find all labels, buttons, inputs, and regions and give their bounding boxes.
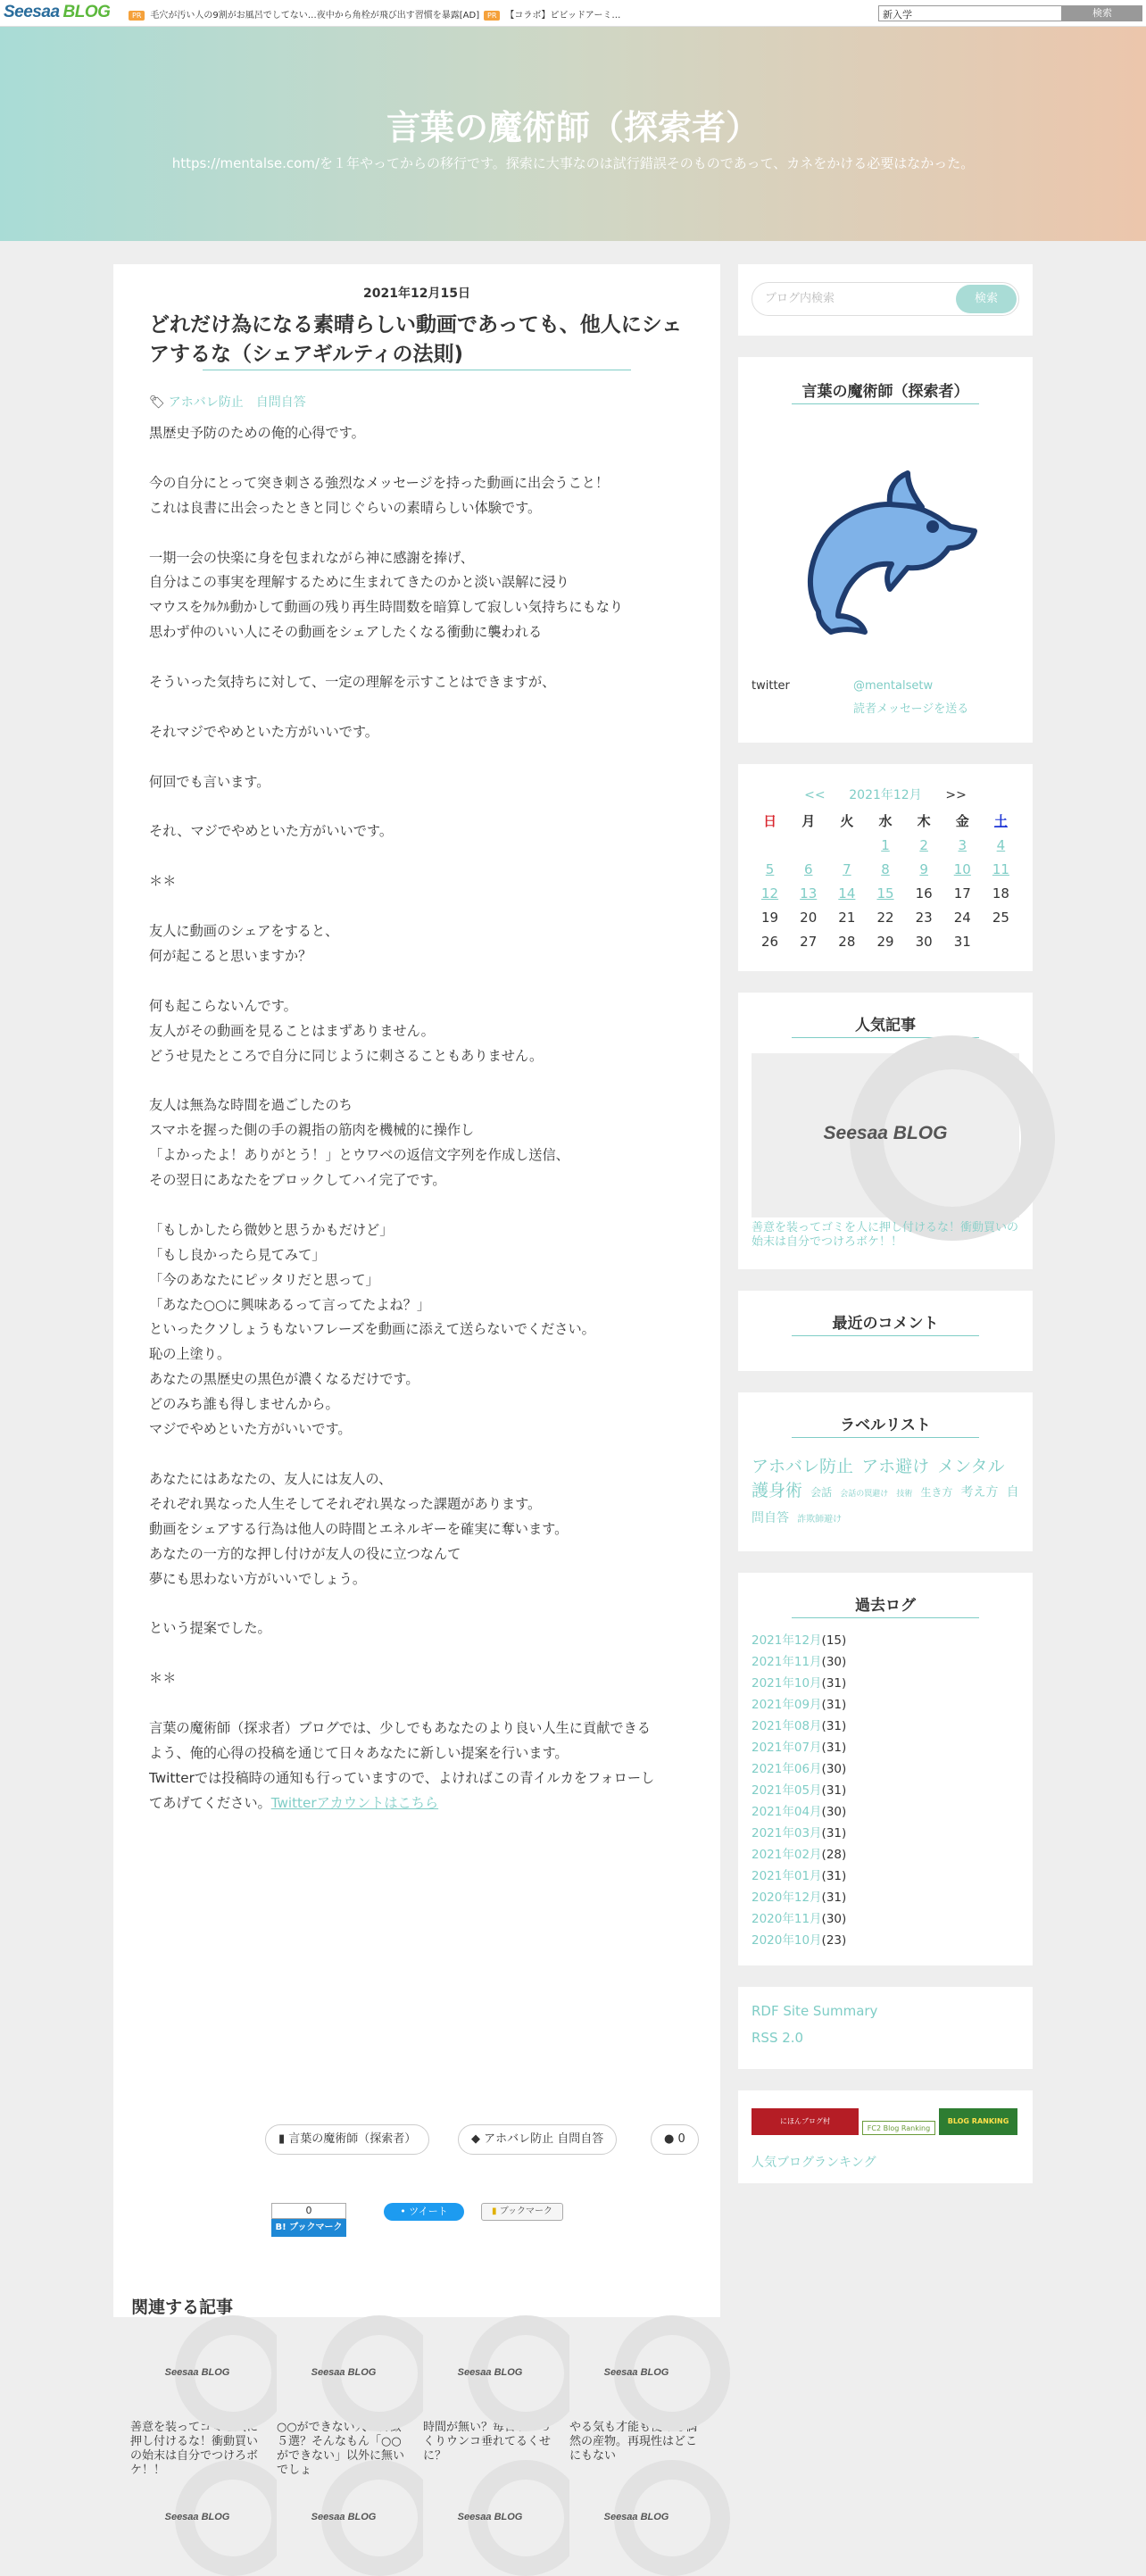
article-line: スマホを握った側の手の親指の筋肉を機械的に操作し	[149, 1122, 475, 1139]
article-line	[149, 969, 685, 994]
recent-comments-title: 最近のコメント	[832, 1315, 939, 1333]
related-article-card[interactable]	[423, 2333, 557, 2478]
related-articles-title: 関連する記事	[131, 2298, 234, 2317]
archive-count: (31)	[821, 1719, 847, 1733]
article-line	[149, 844, 685, 869]
article-line	[149, 795, 685, 820]
calendar-day: 25	[992, 909, 1009, 926]
top-search-button[interactable]: 検索	[1062, 5, 1142, 21]
related-thumbnail[interactable]	[569, 2478, 703, 2562]
blog-search-widget	[738, 264, 1033, 336]
archive-month-link[interactable]: 2021年05月	[752, 1783, 822, 1798]
archive-month-link[interactable]: 2021年12月	[752, 1633, 822, 1648]
title-underline	[792, 403, 979, 404]
footer-tags-label: アホバレ防止 自問自答	[484, 2132, 604, 2146]
top-search-input[interactable]: 新入学	[878, 5, 1062, 21]
fc2-banner[interactable]: FC2 Blog Ranking	[862, 2121, 935, 2135]
hatena-count: 0	[271, 2203, 346, 2219]
label-link[interactable]: 自問自答	[752, 1485, 1019, 1525]
calendar-day: 17	[953, 885, 971, 902]
popular-title: 人気記事	[855, 1017, 916, 1035]
blog-header	[0, 27, 1146, 241]
article-last-line	[149, 1791, 685, 1816]
archive-item	[752, 1630, 846, 1651]
profile-widget	[738, 357, 1033, 743]
calendar-day: 22	[876, 909, 894, 926]
calendar-weekday: 日	[763, 813, 777, 829]
article-line: あなたにはあなたの、友人には友人の、	[149, 1470, 393, 1487]
calendar-day[interactable]: 13	[800, 885, 818, 902]
article-line: 「今のあなたにピッタリだと思って」	[149, 1271, 379, 1288]
calendar-day: 30	[915, 933, 933, 950]
hatena-bookmark-button[interactable]: B! ブックマーク	[271, 2219, 346, 2237]
popular-article-link[interactable]: 善意を装ってゴミを人に押し付けるな！衝動買いの始末は自分でつけろボケ！！	[752, 1221, 1019, 1249]
archive-item	[752, 1823, 846, 1844]
archive-count: (31)	[821, 1826, 847, 1841]
related-thumbnail[interactable]	[277, 2333, 411, 2417]
archive-count: (31)	[821, 1741, 847, 1755]
article-line	[149, 1068, 685, 1093]
archive-item	[752, 1737, 846, 1758]
archive-month-link[interactable]: 2021年10月	[752, 1676, 822, 1691]
archive-month-link[interactable]: 2021年08月	[752, 1719, 822, 1733]
calendar-day	[982, 929, 1020, 953]
pr-badge: PR	[129, 11, 145, 21]
calendar-day: 19	[761, 909, 779, 926]
thumbnail-logo: Seesaa BLOG	[457, 2512, 523, 2522]
article-line: Twitterでは投稿時の通知も行っていますので、よければこの青イルカをフォローし	[149, 1769, 655, 1786]
ranking-link[interactable]: 人気ブログランキング	[752, 2156, 876, 2170]
twitter-bird-icon: •	[400, 2206, 406, 2217]
related-article-title[interactable]: やる気も才能も使命も偶然の産物。再現性はどこにもない	[569, 2421, 698, 2463]
reader-message-link[interactable]: 読者メッセージを送る	[853, 702, 969, 716]
thumbnail-logo: Seesaa BLOG	[603, 2512, 669, 2522]
article-date: 2021年12月15日	[363, 287, 470, 301]
article-container	[113, 264, 720, 2522]
label-list-title: ラベルリスト	[840, 1417, 931, 1434]
thumbnail-logo: Seesaa BLOG	[823, 1123, 948, 1143]
calendar-day: 28	[838, 933, 856, 950]
calendar-day[interactable]: 10	[953, 860, 971, 877]
article-line	[149, 1591, 685, 1616]
calendar-weekday: 月	[801, 813, 816, 829]
related-article-card[interactable]	[277, 2478, 411, 2562]
calendar-weekday: 火	[840, 813, 854, 829]
label-link[interactable]: 生き方	[920, 1486, 953, 1499]
archive-month-link[interactable]: 2021年03月	[752, 1826, 822, 1841]
label-link[interactable]: 会話の罠避け	[840, 1490, 889, 1499]
calendar-day[interactable]: 2	[919, 836, 928, 853]
archive-month-link[interactable]: 2020年11月	[752, 1912, 822, 1926]
article-line: 「あなた○○に興味あるって言ってたよね？」	[149, 1296, 431, 1313]
archive-item	[752, 1758, 846, 1780]
calendar-week-row	[751, 857, 1020, 881]
related-thumbnail[interactable]	[423, 2333, 557, 2417]
calendar-week-row	[751, 881, 1020, 905]
site-description: https://mentalse.com/を１年やってからの移行です。探索に大事なのは試行錯誤そのものであって、カネをかける必要はなかった。	[171, 155, 975, 171]
archive-item	[752, 1908, 846, 1930]
calendar-day	[789, 833, 827, 857]
label-link[interactable]: アホバレ防止	[752, 1457, 854, 1476]
thumbnail-logo: Seesaa BLOG	[164, 2367, 230, 2378]
related-article-card[interactable]	[277, 2333, 411, 2478]
article-line: どうせ見たところで自分に同じように刺さることもありません。	[149, 1047, 544, 1064]
archive-count: (28)	[821, 1848, 847, 1862]
tag-icon: ◆	[471, 2132, 480, 2146]
archive-item	[752, 1651, 846, 1673]
calendar-header	[738, 785, 1033, 803]
thumbnail-logo: Seesaa BLOG	[603, 2367, 669, 2378]
calendar-day: 20	[800, 909, 818, 926]
tweet-label: ツイート	[409, 2206, 448, 2217]
archive-count: (31)	[821, 1698, 847, 1712]
calendar-month[interactable]: 2021年12月	[849, 788, 922, 802]
article-paragraphs	[149, 421, 685, 1791]
calendar-day[interactable]: 8	[881, 860, 890, 877]
article-line	[149, 446, 685, 471]
article-line: 自分はこの事実を理解するために生まれてきたのかと淡い誤解に浸り	[149, 574, 569, 591]
calendar-weekday-row	[751, 809, 1020, 833]
comment-icon: ●	[664, 2132, 675, 2146]
article-line: それ、マジでやめといた方がいいです。	[149, 823, 394, 840]
article-line	[149, 1442, 685, 1467]
article-line	[149, 894, 685, 919]
top-ad-2-text: 【コラボ】ピビッドアーミ…	[505, 11, 621, 21]
article-line: それぞれ異なった人生そしてそれぞれ異なった課題があります。	[149, 1495, 542, 1512]
popular-thumbnail[interactable]	[752, 1053, 1019, 1217]
footer-tags-pill[interactable]	[458, 2124, 617, 2155]
label-list-widget	[738, 1392, 1033, 1551]
calendar-day[interactable]: 1	[881, 836, 890, 853]
hatena-bookmark-widget[interactable]	[271, 2203, 346, 2239]
archive-month-link[interactable]: 2020年12月	[752, 1890, 822, 1905]
seesaa-logo[interactable]	[4, 3, 110, 22]
top-ad-2[interactable]	[484, 7, 620, 21]
article-line	[149, 695, 685, 720]
calendar-week-row	[751, 905, 1020, 929]
archive-count: (15)	[821, 1633, 847, 1648]
calendar-day	[751, 833, 789, 857]
calendar-day[interactable]: 3	[958, 836, 967, 853]
article-line	[149, 1691, 685, 1716]
related-article-card[interactable]	[130, 2478, 264, 2562]
related-article-card[interactable]	[569, 2333, 703, 2478]
archive-item	[752, 1887, 846, 1908]
article-line	[149, 521, 685, 546]
article-line: 友人に動画のシェアをすると、	[149, 923, 339, 939]
title-underline	[792, 1437, 979, 1438]
article-line: 恥の上塗り。	[149, 1346, 231, 1363]
calendar-weekday: 土	[993, 813, 1008, 829]
article-line: 動画をシェアする行為は他人の時間とエネルギーを確実に奪います。	[149, 1520, 569, 1537]
article-line: 何回でも言います。	[149, 773, 270, 790]
related-article-card[interactable]	[423, 2478, 557, 2562]
footer-blog-label: 言葉の魔術師（探索者）	[288, 2132, 417, 2146]
top-ad-1[interactable]	[129, 7, 479, 21]
archive-widget	[738, 1573, 1033, 1965]
article-line: 一期一会の快楽に身を包まれながら神に感謝を捧げ、	[149, 549, 474, 566]
article-line: 「もしかしたら微妙と思うかもだけど」	[149, 1221, 394, 1238]
recent-comments-widget	[738, 1291, 1033, 1371]
article-line: それマジでやめといた方がいいです。	[149, 723, 378, 740]
archive-count: (30)	[821, 1912, 847, 1926]
thumbnail-logo: Seesaa BLOG	[311, 2367, 377, 2378]
calendar-day[interactable]: 12	[761, 885, 779, 902]
bookmark-icon: ▮	[278, 2132, 286, 2146]
thumbnail-logo: Seesaa BLOG	[457, 2367, 523, 2378]
calendar-day: 24	[953, 909, 971, 926]
archive-item	[752, 1930, 846, 1951]
title-underline	[792, 1335, 979, 1336]
label-link[interactable]: 護身術	[752, 1481, 803, 1500]
archive-list	[752, 1630, 846, 1951]
archive-month-link[interactable]: 2021年06月	[752, 1762, 822, 1776]
article-line: といったクソしょうもないフレーズを動画に添えて送らないでください。	[149, 1321, 595, 1338]
calendar-day: 29	[876, 933, 894, 950]
comment-count: 0	[677, 2132, 685, 2146]
calendar-day: 31	[953, 933, 971, 950]
calendar-weekday: 水	[878, 813, 893, 829]
article-line: よう、俺的心得の投稿を通じて日々あなたに新しい提案を行います。	[149, 1744, 569, 1761]
related-thumbnail[interactable]	[277, 2478, 411, 2562]
site-title[interactable]: 言葉の魔術師（探索者）	[386, 108, 760, 147]
archive-item	[752, 1801, 846, 1823]
top-ad-1-text: 毛穴が汚い人の9割がお風呂でしてない…夜中から角栓が飛び出す習慣を暴露[AD]	[150, 11, 480, 21]
archive-count: (31)	[821, 1783, 847, 1798]
article-line: 「もし良かったら見てみて」	[149, 1246, 326, 1263]
article-line	[149, 645, 685, 670]
top-bar	[0, 0, 1146, 27]
archive-count: (31)	[821, 1676, 847, 1691]
article-body	[149, 421, 685, 1816]
popular-widget	[738, 993, 1033, 1269]
article-line: 夢にも思わない方がいいでしょう。	[149, 1570, 366, 1587]
article-line: マジでやめといた方がいいです。	[149, 1421, 352, 1438]
bookmark-icon: ▮	[491, 2206, 497, 2216]
logo-main: Seesaa	[4, 3, 60, 21]
calendar-weekday: 金	[955, 813, 969, 829]
related-article-title[interactable]: 善意を装ってゴミを人に押し付けるな！衝動買いの始末は自分でつけろボケ！！	[130, 2421, 259, 2477]
calendar-next[interactable]: >>	[945, 788, 967, 802]
article-line: ＊＊	[149, 873, 177, 890]
archive-month-link[interactable]: 2021年09月	[752, 1698, 822, 1712]
logo-blog: BLOG	[62, 3, 111, 21]
tweet-button[interactable]	[384, 2203, 464, 2221]
label-link[interactable]: アホ避け	[861, 1457, 930, 1476]
article-line: 言葉の魔術師（探求者）ブログでは、少しでもあなたのより良い人生に貢献できる	[149, 1719, 651, 1736]
pr-badge: PR	[484, 11, 500, 21]
archive-month-link[interactable]: 2020年10月	[752, 1933, 822, 1948]
calendar-day[interactable]: 7	[843, 860, 851, 877]
twitter-handle-link[interactable]: @mentalsetw	[853, 679, 934, 693]
related-article-title[interactable]: 時間が無い？毎日ゆ～っくりウンコ垂れてるくせに？	[423, 2421, 552, 2463]
thumbnail-logo: Seesaa BLOG	[164, 2512, 230, 2522]
article-line	[149, 1641, 685, 1666]
archive-month-link[interactable]: 2021年07月	[752, 1741, 822, 1755]
archive-month-link[interactable]: 2021年11月	[752, 1655, 822, 1669]
calendar-day[interactable]: 15	[876, 885, 894, 902]
label-link[interactable]: 考え方	[960, 1485, 999, 1500]
rdf-link[interactable]: RDF Site Summary	[752, 2003, 878, 2019]
article-line: 何が起こると思いますか？	[149, 947, 312, 964]
related-thumbnail[interactable]	[423, 2478, 557, 2562]
related-article-card[interactable]	[569, 2478, 703, 2562]
article-line: あなたの一方的な押し付けが友人の役に立つなんて	[149, 1545, 461, 1562]
article-line	[149, 745, 685, 770]
archive-item	[752, 1716, 846, 1737]
archive-item	[752, 1694, 846, 1716]
related-thumbnail[interactable]	[569, 2333, 703, 2417]
related-thumbnail[interactable]	[130, 2478, 264, 2562]
related-article-title[interactable]: ○○ができない人の特徴５選？そんなもん「○○ができない」以外に無いでしょ	[277, 2421, 405, 2477]
pocket-bookmark-button[interactable]	[481, 2203, 563, 2221]
article-line: マウスをｸﾙｸﾙ動かして動画の残り再生時間数を暗算して寂しい気持ちにもなり	[149, 599, 624, 616]
calendar-day: 16	[915, 885, 933, 902]
label-link[interactable]: 技術	[896, 1490, 913, 1499]
article-line: あなたの黒歴史の黒色が濃くなるだけです。	[149, 1371, 419, 1388]
calendar-day[interactable]: 4	[996, 836, 1006, 853]
article-line	[149, 1193, 685, 1218]
article-title[interactable]: どれだけ為になる素晴らしい動画であっても、他人にシェアするな（シェアギルティの法則)	[149, 313, 683, 366]
label-link[interactable]: 会話	[810, 1486, 833, 1499]
archive-count: (30)	[821, 1655, 847, 1669]
calendar-day: 21	[838, 909, 856, 926]
calendar-weekday: 木	[917, 813, 931, 829]
article-line: どのみち誰も得しませんから。	[149, 1396, 339, 1413]
tag-icon: 🏷︎	[149, 395, 165, 410]
profile-title: 言葉の魔術師（探索者）	[801, 383, 969, 401]
calendar-day	[827, 833, 866, 857]
article-line: その翌日にあなたをブロックしてハイ完了です。	[149, 1172, 446, 1189]
archive-title: 過去ログ	[855, 1597, 916, 1615]
twitter-account-link[interactable]: Twitterアカウントはこちら	[270, 1794, 439, 1811]
archive-month-link[interactable]: 2021年04月	[752, 1805, 822, 1819]
footer-comments-pill[interactable]	[651, 2124, 699, 2155]
label-cloud	[752, 1455, 1019, 1532]
article-line: 「よかったよ！ありがとう！」とウワベの返信文字列を作成し送信、	[149, 1147, 569, 1164]
calendar-day: 27	[800, 933, 818, 950]
calendar-day: 23	[915, 909, 933, 926]
blog-ranking-banner[interactable]: BLOG RANKING	[939, 2108, 1017, 2135]
archive-item	[752, 1844, 846, 1866]
title-underline	[792, 1617, 979, 1618]
article-line: これは良書に出会ったときと同じぐらいの素晴らしい体験です。	[149, 499, 542, 516]
footer-blog-pill[interactable]	[265, 2124, 429, 2155]
blog-search-button[interactable]: 検索	[956, 285, 1017, 313]
rss-link[interactable]: RSS 2.0	[752, 2030, 804, 2046]
calendar-day[interactable]: 6	[803, 860, 813, 877]
calendar-day[interactable]: 11	[992, 860, 1009, 877]
archive-count: (31)	[821, 1869, 847, 1883]
article-line: そういった気持ちに対して、一定の理解を示すことはできますが、	[149, 674, 556, 691]
calendar-day: 26	[761, 933, 779, 950]
thumbnail-logo: Seesaa BLOG	[311, 2512, 377, 2522]
archive-count: (31)	[821, 1890, 847, 1905]
last-line-text: てあげてください。	[149, 1794, 271, 1811]
archive-item	[752, 1866, 846, 1887]
calendar-prev[interactable]: <<	[804, 788, 826, 802]
archive-item	[752, 1780, 846, 1801]
label-link[interactable]: メンタル	[937, 1457, 1005, 1476]
calendar-day[interactable]: 14	[838, 885, 856, 902]
feeds-widget	[738, 1987, 1033, 2069]
article-line: ＊＊	[149, 1670, 177, 1687]
article-line: 黒歴史予防のための俺的心得です。	[149, 425, 365, 441]
related-thumbnail[interactable]	[130, 2333, 264, 2417]
article-line: 友人がその動画を見ることはまずありません。	[149, 1022, 435, 1039]
calendar-week-row	[751, 833, 1020, 857]
article-line: という提案でした。	[149, 1620, 271, 1637]
archive-count: (23)	[821, 1933, 847, 1948]
archive-count: (30)	[821, 1762, 847, 1776]
article-line: 今の自分にとって突き刺さる強烈なメッセージを持った動画に出会うこと！	[149, 474, 610, 491]
calendar-week-row	[751, 929, 1020, 953]
article-line: 思わず仲のいい人にその動画をシェアしたくなる衝動に襲われる	[149, 624, 543, 641]
archive-count: (30)	[821, 1805, 847, 1819]
dolphin-icon	[783, 455, 979, 634]
article-line: 何も起こらないんです。	[149, 997, 297, 1014]
article-line: 友人は無為な時間を過ごしたのち	[149, 1097, 353, 1114]
nihon-blog-banner[interactable]: にほんブログ村	[752, 2108, 859, 2135]
article-tags-link[interactable]: アホバレ防止 自問自答	[168, 395, 306, 410]
archive-month-link[interactable]: 2021年02月	[752, 1848, 822, 1862]
calendar-table	[751, 809, 1020, 953]
related-article-card[interactable]	[130, 2333, 264, 2478]
archive-month-link[interactable]: 2021年01月	[752, 1869, 822, 1883]
calendar-day: 18	[992, 885, 1009, 902]
calendar-day[interactable]: 5	[765, 860, 775, 877]
bookmark-label: ブックマーク	[499, 2206, 552, 2216]
archive-item	[752, 1673, 846, 1694]
article-tags	[149, 393, 306, 411]
twitter-label: twitter	[752, 679, 790, 693]
calendar-day[interactable]: 9	[919, 860, 928, 877]
blog-search-input[interactable]: ブログ内検索	[752, 282, 1019, 316]
label-link[interactable]: 詐欺師避け	[797, 1515, 843, 1525]
ranking-widget	[738, 2090, 1033, 2183]
calendar-widget	[738, 764, 1033, 971]
